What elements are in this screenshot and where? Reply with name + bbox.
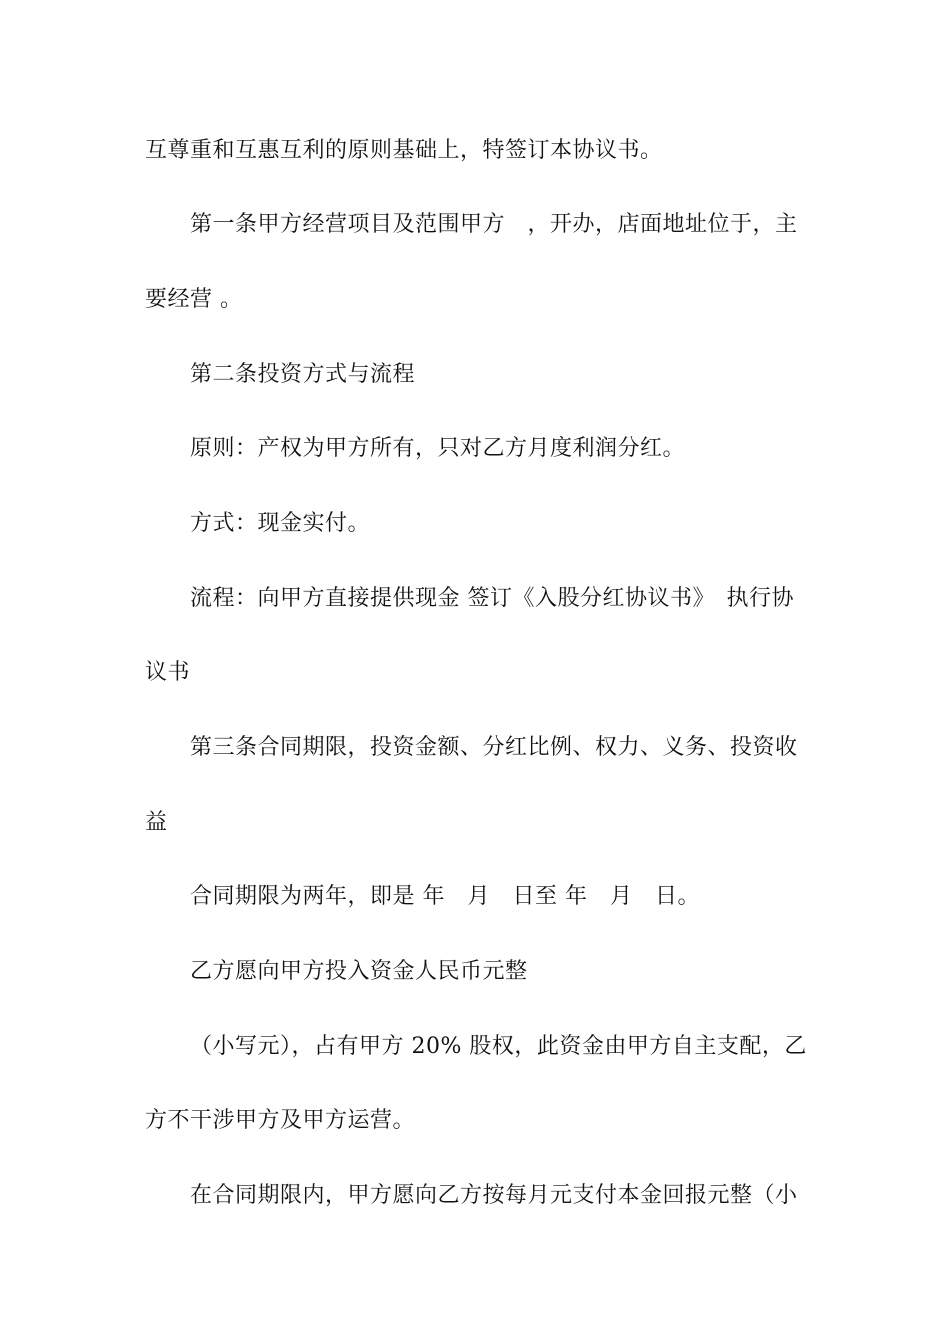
section-heading: 第三条合同期限，投资金额、分红比例、权力、义务、投资收 (190, 735, 798, 760)
paragraph-line: 互尊重和互惠互利的原则基础上，特签订本协议书。 (145, 138, 663, 163)
paragraph-line: 流程：向甲方直接提供现金 签订《入股分红协议书》 执行协 (190, 586, 794, 611)
paragraph-line: 合同期限为两年，即是 年 月 日至 年 月 日。 (190, 884, 700, 909)
paragraph-line: 在合同期限内，甲方愿向乙方按每月元支付本金回报元整（小 (190, 1183, 798, 1208)
paragraph-line: 方不干涉甲方及甲方运营。 (145, 1108, 416, 1133)
paragraph-line: 原则：产权为甲方所有，只对乙方月度利润分红。 (190, 436, 686, 461)
paragraph-line: 要经营 。 (145, 287, 243, 312)
paragraph-line: 益 (145, 810, 168, 835)
paragraph-line: （小写元），占有甲方 20% 股权，此资金由甲方自主支配，乙 (190, 1034, 807, 1059)
paragraph-line: 方式：现金实付。 (190, 511, 371, 536)
paragraph-line: 乙方愿向甲方投入资金人民币元整 (190, 959, 528, 984)
paragraph-line: 第一条甲方经营项目及范围甲方 ，开办，店面地址位于，主 (190, 212, 798, 237)
section-heading: 第二条投资方式与流程 (190, 362, 416, 387)
paragraph-line: 议书 (145, 660, 191, 685)
